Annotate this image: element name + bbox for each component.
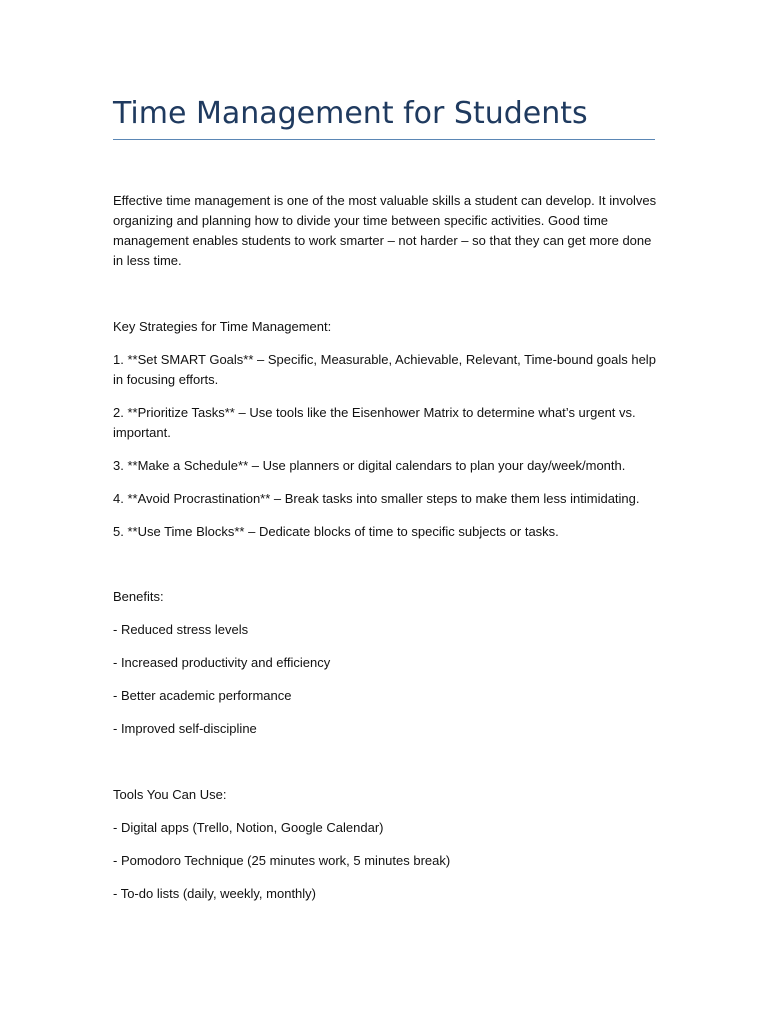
strategy-item-3: 3. **Make a Schedule** – Use planners or digital calendars to plan your day/week/month. bbox=[113, 458, 626, 473]
benefits-heading: Benefits: bbox=[113, 589, 164, 604]
strategy-item-4: 4. **Avoid Procrastination** – Break tasks into smaller steps to make them less intimidating. bbox=[113, 491, 640, 506]
document-title: Time Management for Students bbox=[113, 96, 588, 131]
benefit-item-3: - Better academic performance bbox=[113, 688, 292, 703]
benefit-item-2: - Increased productivity and efficiency bbox=[113, 655, 331, 670]
tool-item-2: - Pomodoro Technique (25 minutes work, 5 minutes break) bbox=[113, 853, 451, 868]
intro-paragraph: Effective time management is one of the most valuable skills a student can develop. It involves organizing and planning how to divide your time between specific activities. Good time management enables students to work smarter – not harder – so that they can get more done in less time. bbox=[113, 193, 657, 268]
strategy-item-5: 5. **Use Time Blocks** – Dedicate blocks of time to specific subjects or tasks. bbox=[113, 524, 559, 539]
tools-heading: Tools You Can Use: bbox=[113, 787, 227, 802]
benefit-item-1: - Reduced stress levels bbox=[113, 622, 249, 637]
tool-item-3: - To-do lists (daily, weekly, monthly) bbox=[113, 886, 317, 901]
strategy-item-2: 2. **Prioritize Tasks** – Use tools like the Eisenhower Matrix to determine what’s urgent vs. important. bbox=[113, 405, 636, 440]
strategies-heading: Key Strategies for Time Management: bbox=[113, 319, 332, 334]
tool-item-1: - Digital apps (Trello, Notion, Google Calendar) bbox=[113, 820, 384, 835]
benefit-item-4: - Improved self-discipline bbox=[113, 721, 257, 736]
title-underline bbox=[113, 139, 655, 140]
strategy-item-1: 1. **Set SMART Goals** – Specific, Measurable, Achievable, Relevant, Time-bound goals help in focusing efforts. bbox=[113, 352, 656, 387]
